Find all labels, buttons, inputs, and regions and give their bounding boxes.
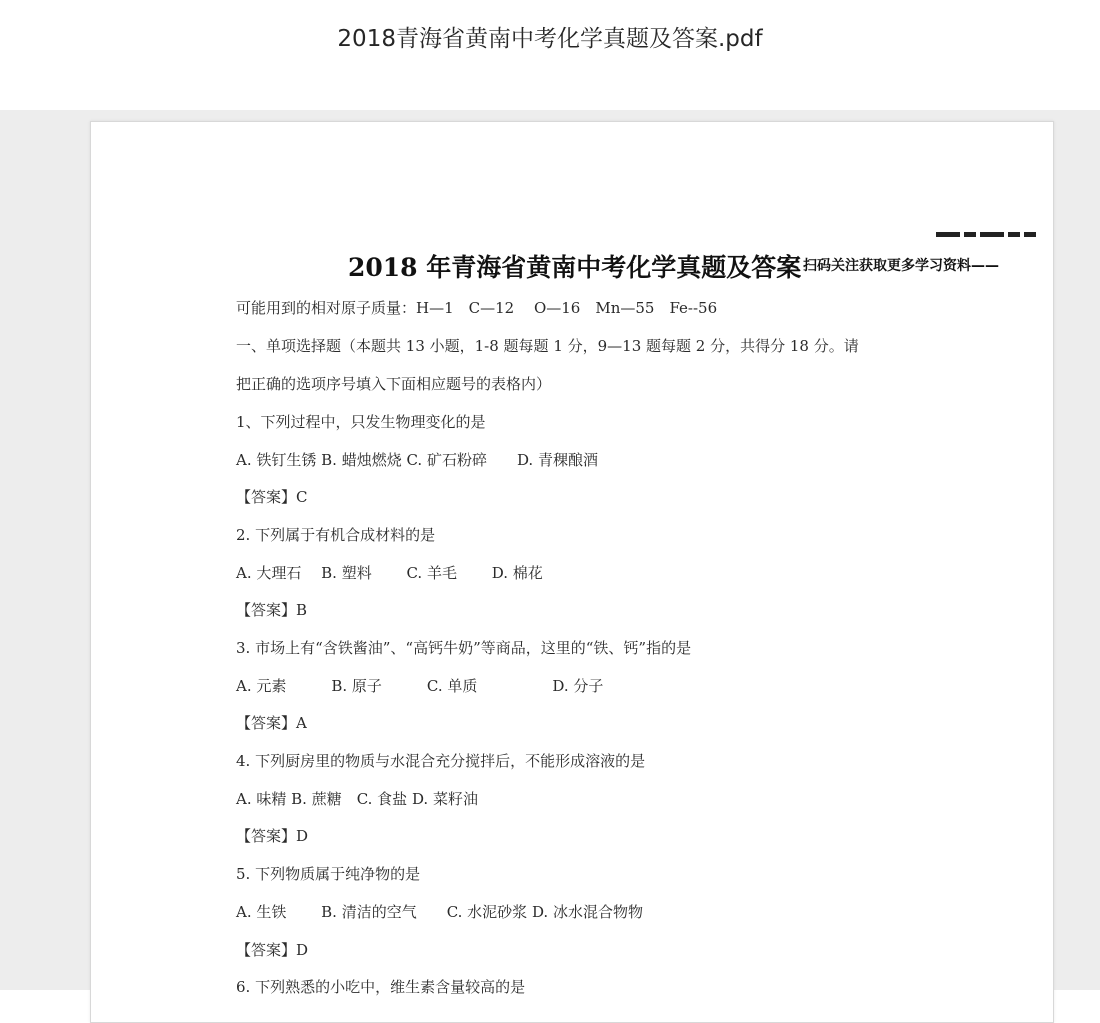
question-text: 5. 下列物质属于纯净物的是 xyxy=(236,865,421,883)
question-text: 2. 下列属于有机合成材料的是 xyxy=(236,526,436,544)
answer-text: 【答案】D xyxy=(236,941,309,959)
answer-text: 【答案】B xyxy=(236,601,308,619)
text-line: 一、单项选择题（本题共 13 小题，1-8 题每题 1 分，9—13 题每题 2 分，共得分 18 分。请 xyxy=(236,337,859,355)
corner-mark xyxy=(936,232,1036,237)
question-text: 6. 下列熟悉的小吃中，维生素含量较高的是 xyxy=(236,978,526,996)
options-text: A. 生铁 B. 清洁的空气 C. 水泥砂浆 D. 冰水混合物物 xyxy=(236,903,643,921)
answer-text: 【答案】D xyxy=(236,827,309,845)
answer-text: 【答案】C xyxy=(236,488,308,506)
question-text: 1、下列过程中，只发生物理变化的是 xyxy=(236,413,486,431)
options-text: A. 元素 B. 原子 C. 单质 D. 分子 xyxy=(236,677,604,695)
text-line: 把正确的选项序号填入下面相应题号的表格内） xyxy=(236,375,552,393)
question-text: 4. 下列厨房里的物质与水混合充分搅拌后，不能形成溶液的是 xyxy=(236,752,646,770)
qr-note: 扫码关注获取更多学习资料—— xyxy=(803,258,999,274)
answer-text: 【答案】A xyxy=(236,714,307,732)
options-text: A. 大理石 B. 塑料 C. 羊毛 D. 棉花 xyxy=(236,564,543,582)
file-title-bar xyxy=(0,0,1100,110)
options-text: A. 铁钉生锈 B. 蜡烛燃烧 C. 矿石粉碎 D. 青稞酿酒 xyxy=(236,451,598,469)
file-title: 2018青海省黄南中考化学真题及答案.pdf xyxy=(337,26,763,52)
document-heading: 2018 年青海省黄南中考化学真题及答案 xyxy=(348,253,802,282)
question-text: 3. 市场上有“含铁酱油”、“高钙牛奶”等商品，这里的“铁、钙”指的是 xyxy=(236,639,692,657)
text-line: 可能用到的相对原子质量：H—1 C—12 O—16 Mn—55 Fe--56 xyxy=(236,299,718,317)
options-text: A. 味精 B. 蔗糖 C. 食盐 D. 菜籽油 xyxy=(236,790,478,808)
